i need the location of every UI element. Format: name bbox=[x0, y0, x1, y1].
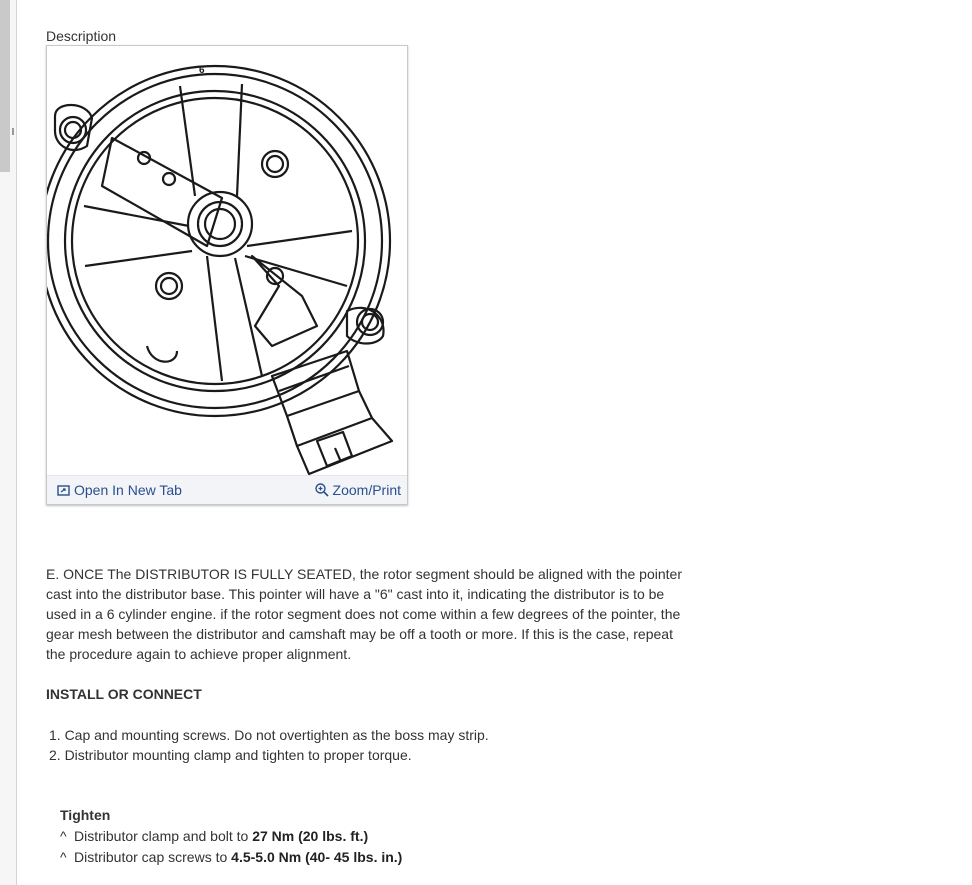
figure-caption: Description bbox=[46, 28, 117, 44]
torque-value: 4.5-5.0 Nm (40- 45 lbs. in.) bbox=[231, 849, 403, 865]
tighten-item-text: Distributor cap screws to bbox=[74, 849, 232, 865]
tighten-item-text: Distributor clamp and bolt to bbox=[74, 828, 253, 844]
open-new-tab-link[interactable] bbox=[57, 482, 182, 498]
procedure-paragraph: E. ONCE The DISTRIBUTOR IS FULLY SEATED, the rotor segment should be aligned with the pointer cast into the distributor base. This pointer will have a "6" cast into it, indicating the distributor is to be used in a 6 cylinder engine. if the rotor segment does not come within a few degrees of the pointer, the gear mesh between the distributor and camshaft may be off a tooth or more. If this is the case, repeat the procedure again to achieve proper alignment. bbox=[46, 566, 682, 662]
mounting-ear-left bbox=[55, 105, 92, 150]
scrollbar-thumb[interactable] bbox=[0, 0, 10, 172]
tighten-item bbox=[60, 826, 402, 847]
install-heading: INSTALL OR CONNECT bbox=[46, 686, 202, 702]
zoom-print-label: Zoom/Print bbox=[332, 482, 401, 498]
step-item: 2. Distributor mounting clamp and tighten to proper torque. bbox=[49, 747, 412, 763]
caret-bullet: ^ bbox=[60, 849, 67, 865]
tighten-item bbox=[60, 847, 402, 868]
magnifier-plus-icon bbox=[315, 483, 329, 497]
open-new-tab-icon bbox=[57, 484, 70, 497]
zoom-print-link[interactable] bbox=[315, 482, 401, 498]
tighten-title: Tighten bbox=[60, 807, 111, 823]
figure-panel bbox=[46, 45, 408, 505]
scrollbar[interactable] bbox=[0, 0, 17, 885]
install-steps bbox=[49, 725, 489, 765]
open-new-tab-label: Open In New Tab bbox=[74, 482, 182, 498]
step-item: 1. Cap and mounting screws. Do not overtighten as the boss may strip. bbox=[49, 727, 489, 743]
torque-value: 27 Nm (20 lbs. ft.) bbox=[252, 828, 369, 844]
distributor-diagram bbox=[47, 46, 407, 476]
figure-toolbar bbox=[47, 475, 407, 504]
tighten-block bbox=[60, 805, 402, 868]
scrollbar-marker bbox=[12, 128, 14, 135]
pointer-mark: 6 bbox=[199, 65, 205, 76]
caret-bullet: ^ bbox=[60, 828, 67, 844]
housing-outer bbox=[47, 66, 390, 416]
wiring-connector bbox=[272, 351, 392, 474]
